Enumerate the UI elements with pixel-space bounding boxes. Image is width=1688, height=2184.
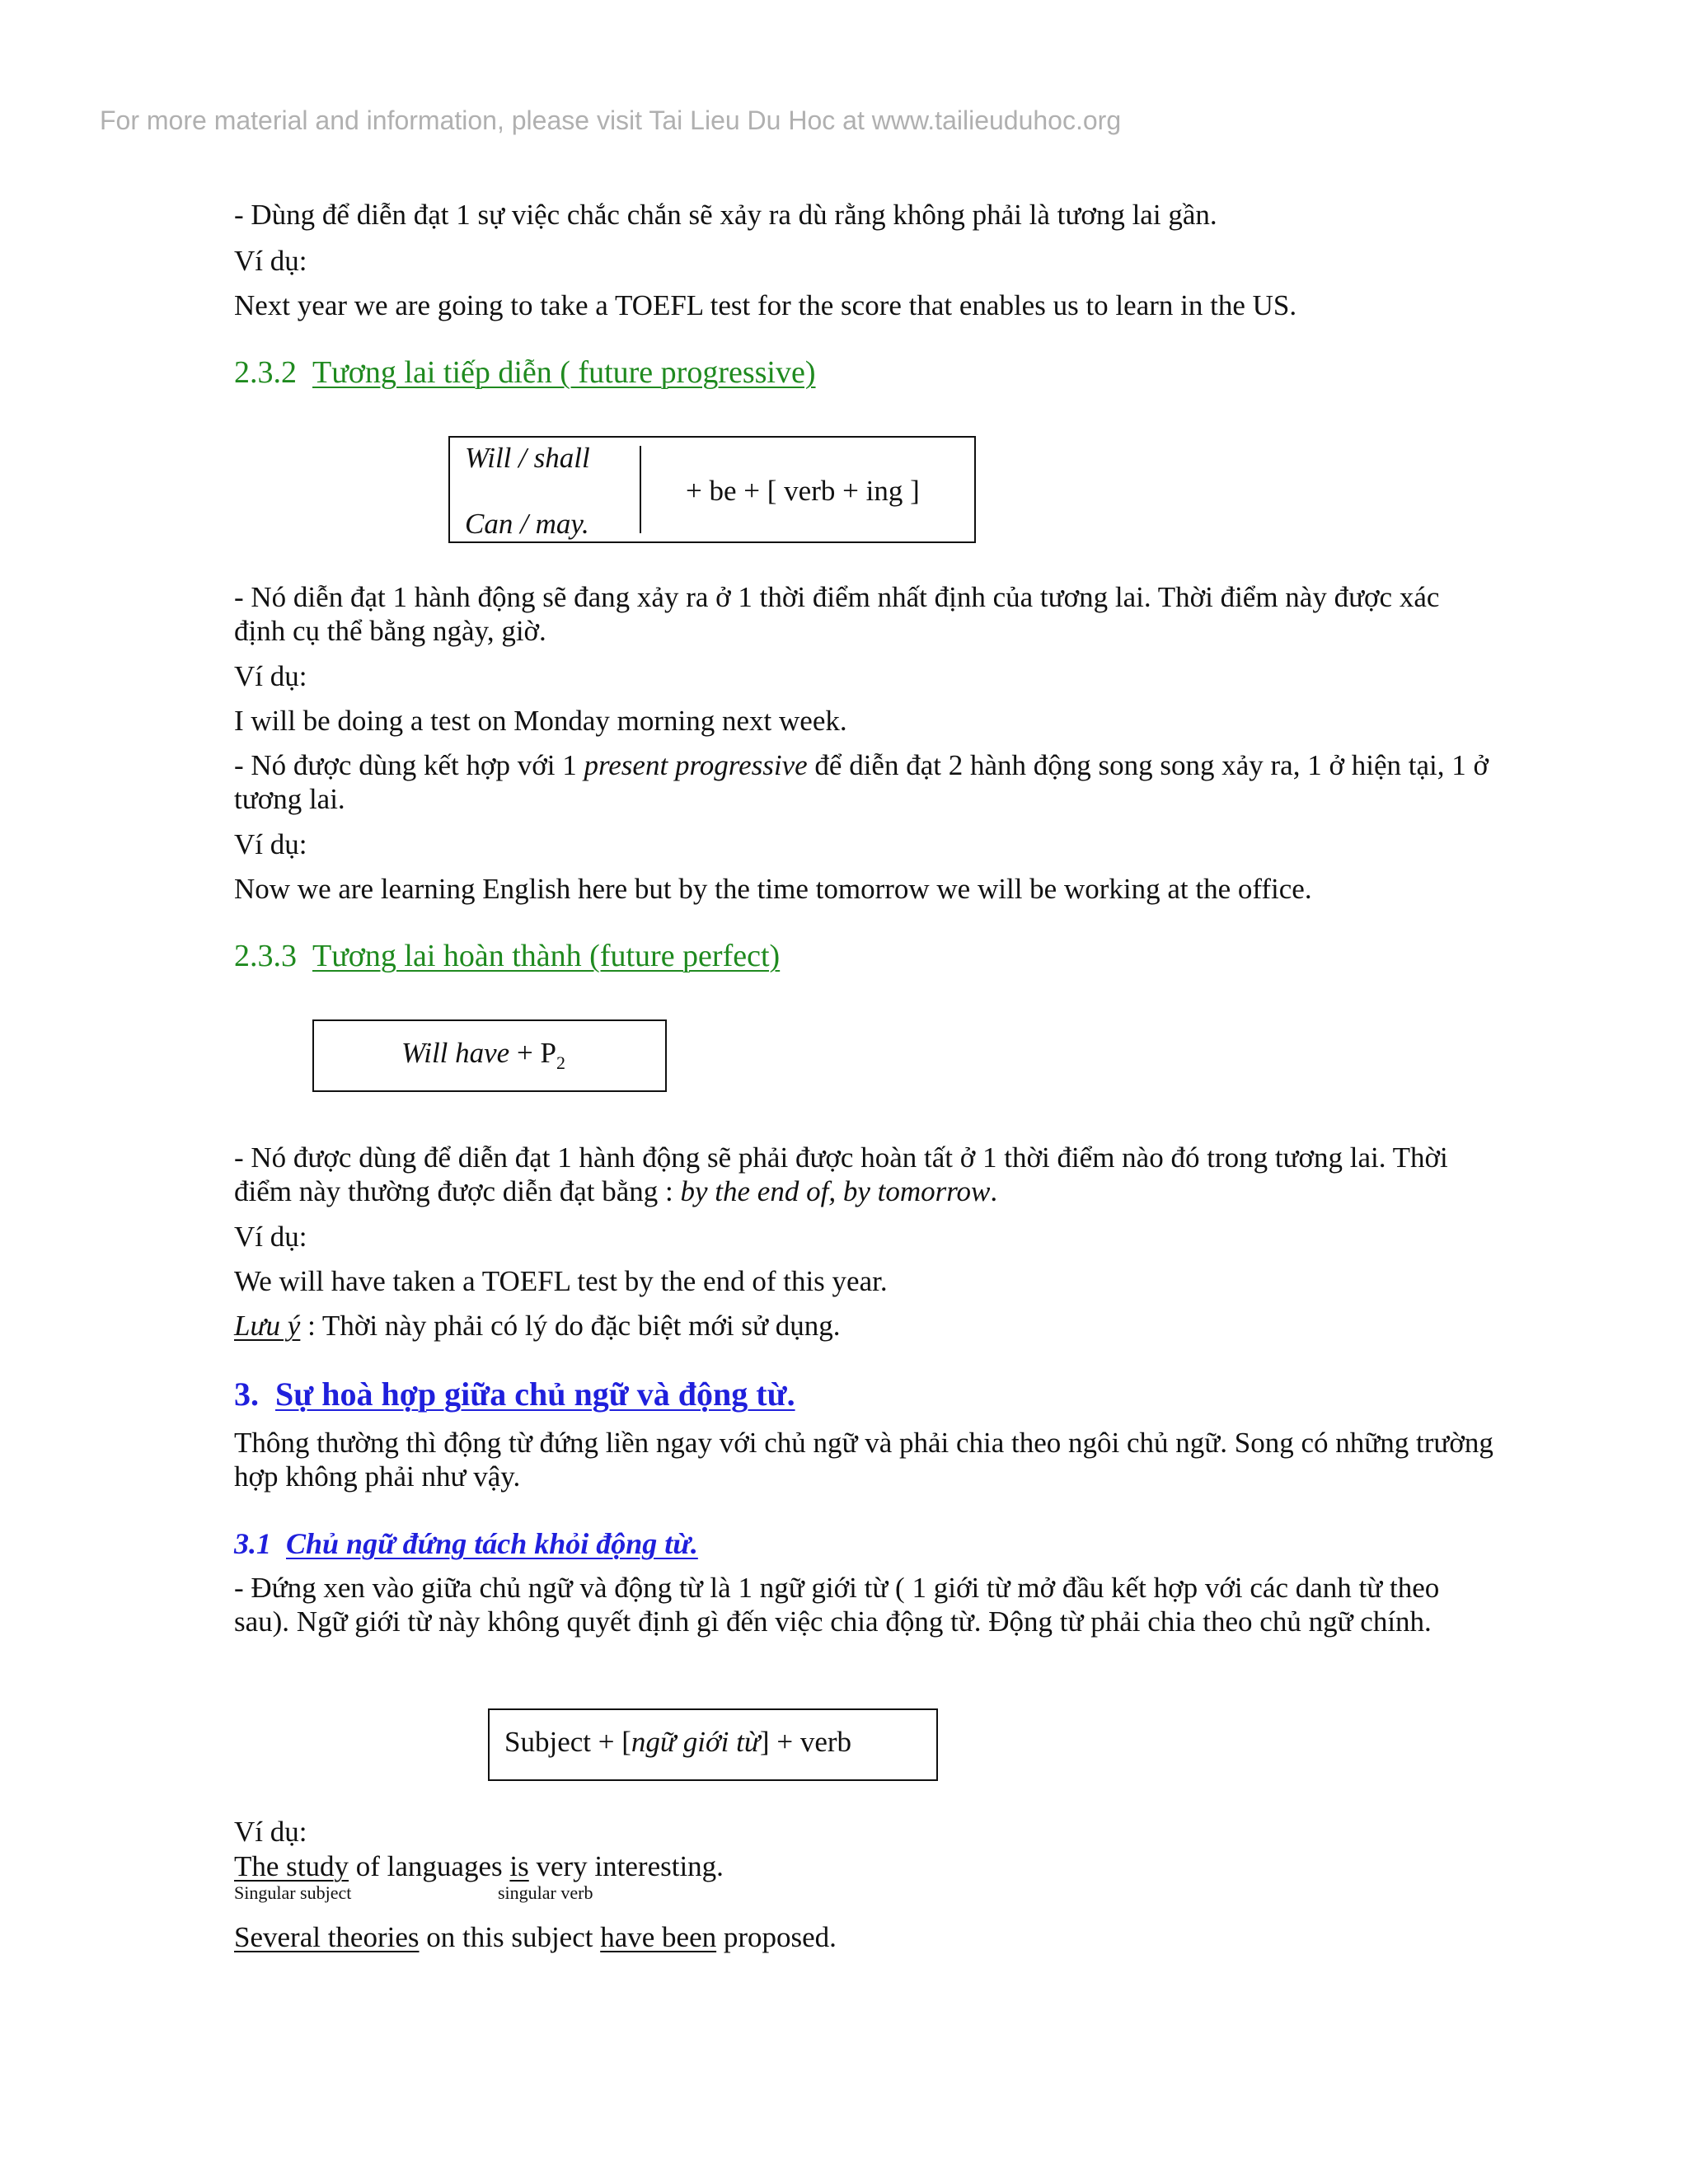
example-6 (234, 1920, 837, 1955)
section-number: 2.3.3 (234, 939, 297, 973)
example-5-middle: of languages (349, 1850, 510, 1882)
paragraph-4-end: . (990, 1175, 998, 1207)
singular-subject: The study (234, 1850, 349, 1882)
paragraph-1: - Dùng để diễn đạt 1 sự việc chắc chắn sẽ xảy ra dù rằng không phải là tương lai gần. (234, 199, 1217, 231)
example-label: Ví dụ: (234, 1816, 307, 1848)
formula-plain: Subject + [ (504, 1726, 631, 1758)
section-title: Chủ ngữ đứng tách khỏi động từ. (286, 1527, 698, 1560)
paragraph-3-italic: present progressive (584, 749, 808, 781)
plural-subject: Several theories (234, 1921, 420, 1953)
formula-subscript: 2 (556, 1052, 565, 1073)
verb-annotation: singular verb (498, 1882, 593, 1903)
example-5 (234, 1849, 724, 1884)
paragraph-3 (234, 748, 1493, 816)
example-5-end: very interesting. (528, 1850, 724, 1882)
example-label: Ví dụ: (234, 828, 307, 860)
formula-text (504, 1725, 851, 1760)
site-header: For more material and information, please visit Tai Lieu Du Hoc at www.tailieuduhoc.org (100, 105, 1122, 135)
formula-divider (640, 446, 641, 533)
formula-left-top: Will / shall (465, 442, 590, 474)
section-number: 2.3.2 (234, 355, 297, 390)
note-label: Lưu ý (234, 1310, 301, 1342)
formula-plain-end: ] + verb (759, 1726, 852, 1758)
example-label: Ví dụ: (234, 245, 307, 277)
note-text: : Thời này phải có lý do đặc biệt mới sử dụng. (300, 1310, 841, 1342)
formula-left-bottom: Can / may. (465, 508, 589, 540)
example-label: Ví dụ: (234, 660, 307, 692)
formula-right: + be + [ verb + ing ] (686, 475, 920, 507)
paragraph-6: - Đứng xen vào giữa chủ ngữ và động từ là 1 ngữ giới từ ( 1 giới từ mở đầu kết hợp với các danh từ theo sau). Ngữ giới từ này không quyết định gì đến việc chia động từ. Động từ phải chia theo chủ ngữ chính. (234, 1572, 1440, 1638)
section-3-heading (234, 1375, 795, 1413)
section-2-3-3-heading (234, 938, 780, 974)
section-2-3-2-heading (234, 354, 816, 391)
formula-box-future-perfect (312, 1019, 667, 1092)
formula-box-subject-verb (488, 1708, 938, 1781)
section-3-1-heading (234, 1526, 698, 1561)
paragraph-4-text: - Nó được dùng để diễn đạt 1 hành động sẽ phải được hoàn tất ở 1 thời điểm nào đó trong tương lai. Thời điểm này thường được diễn đạt bằng : (234, 1141, 1448, 1207)
section-title: Tương lai hoàn thành (future perfect) (312, 939, 781, 973)
example-4: We will have taken a TOEFL test by the end of this year. (234, 1265, 888, 1297)
section-title: Sự hoà hợp giữa chủ ngữ và động từ. (275, 1376, 795, 1413)
note (234, 1309, 840, 1343)
section-number: 3. (234, 1376, 259, 1413)
subject-annotation: Singular subject (234, 1882, 352, 1903)
singular-verb: is (509, 1850, 529, 1882)
paragraph-2: - Nó diễn đạt 1 hành động sẽ đang xảy ra ở 1 thời điểm nhất định của tương lai. Thời điểm này được xác định cụ thể bằng ngày, giờ. (234, 581, 1440, 647)
plural-verb: have been (600, 1921, 717, 1953)
example-6-middle: on this subject (419, 1921, 601, 1953)
formula-italic: ngữ giới từ (631, 1726, 760, 1758)
formula-box-future-progressive (448, 436, 976, 543)
section-title: Tương lai tiếp diễn ( future progressive) (312, 355, 816, 390)
paragraph-3-text-end: để diễn đạt 2 hành động song song xảy ra, 1 ở hiện tại, 1 ở tương lai. (234, 749, 1489, 815)
example-2: I will be doing a test on Monday morning next week. (234, 705, 847, 737)
example-label: Ví dụ: (234, 1221, 307, 1253)
example-1: Next year we are going to take a TOEFL test for the score that enables us to learn in the US. (234, 289, 1297, 321)
paragraph-3-text: - Nó được dùng kết hợp với 1 (234, 749, 584, 781)
paragraph-4 (234, 1141, 1493, 1208)
example-6-end: proposed. (716, 1921, 837, 1953)
formula-italic: Will have (401, 1037, 510, 1069)
formula-text (401, 1036, 565, 1080)
section-number: 3.1 (234, 1527, 271, 1560)
formula-plain: + P (509, 1037, 556, 1069)
paragraph-5: Thông thường thì động từ đứng liền ngay với chủ ngữ và phải chia theo ngôi chủ ngữ. Song có những trường hợp không phải như vậy. (234, 1427, 1493, 1493)
example-3: Now we are learning English here but by the time tomorrow we will be working at the office. (234, 873, 1312, 905)
paragraph-4-italic: by the end of, by tomorrow (680, 1175, 991, 1207)
